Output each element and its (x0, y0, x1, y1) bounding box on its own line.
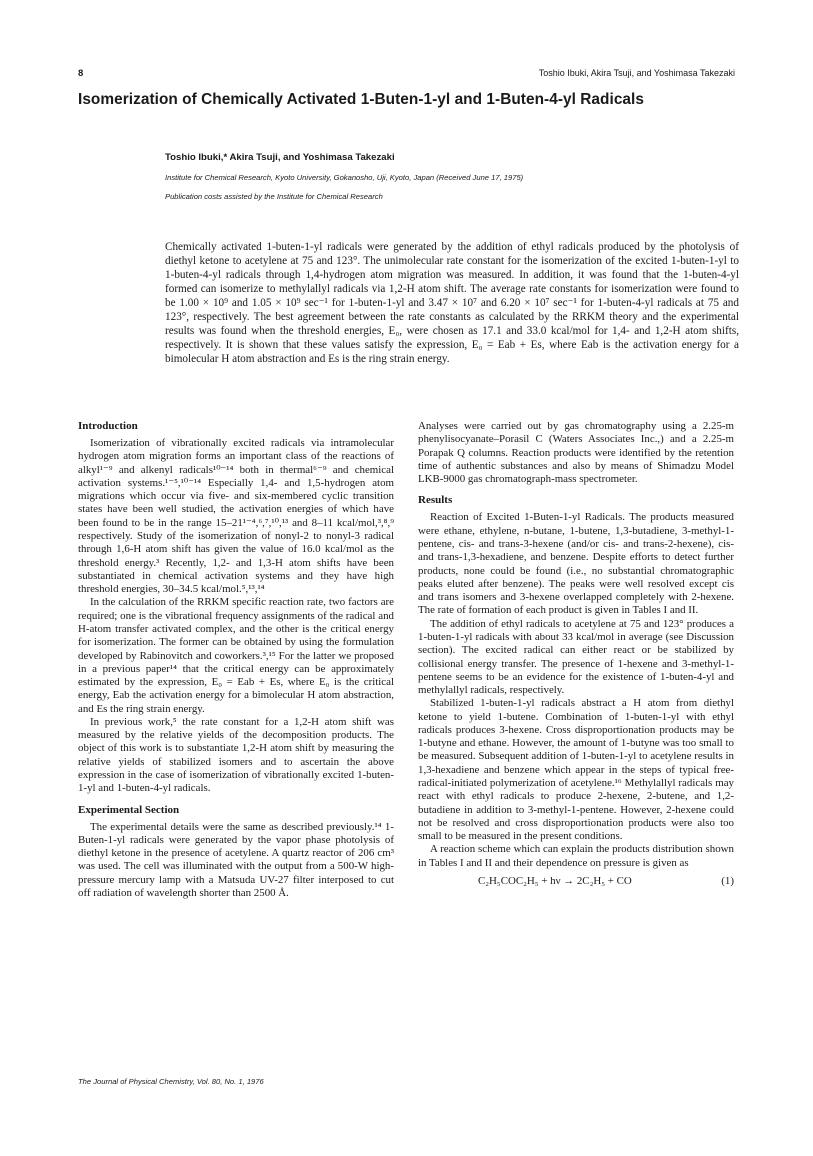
page-number: 8 (78, 68, 84, 79)
results-paragraph: The addition of ethyl radicals to acetylene at 75 and 123° produces a 1-buten-1-yl radicals with about 33 kcal/mol in average (see Discussion section). The excited radical can either react or be stabilized by collisional energy transfer. The presence of 1-hexene and 3-methyl-1-pentene seems to be an evidence for the existence of 1-buten-4-yl and methylallyl radicals, respectively. (418, 617, 734, 697)
right-column (418, 420, 734, 888)
journal-footer: The Journal of Physical Chemistry, Vol. 80, No. 1, 1976 (78, 1077, 264, 1086)
results-paragraph: Stabilized 1-buten-1-yl radicals abstract a H atom from diethyl ketone to yield 1-butene. Combination of 1-buten-1-yl with ethyl radicals produces 3-hexene. Cross disproportionation products may be 1-butyne and ethane. However, the amount of 1-butyne was too small to be measured. Subsequent addition of 1-buten-1-yl to acetylene results in 1,3-hexadiene and benzene which appear in the steps of typical free-radical-initiated polymerization of acetylene.¹⁶ Methylallyl radicals may react with ethyl radicals to produce 2-hexene, 2-butene, and 1,2-butadiene in addition to 3-methyl-1-pentene. However, 2-hexene could not be resolved and cross disproportionation products were also too small to be measured in the present conditions. (418, 697, 734, 843)
analysis-paragraph: Analyses were carried out by gas chromatography using a 2.25-m phenylisocyanate–Porasil C (Waters Associates Inc.,) and a 2.25-m Porapak Q columns. Reaction products were identified by the retention time of authentic substances and also by means of Shimadzu Model LKB-9000 gas chromatograph-mass spectrometer. (418, 420, 734, 486)
experimental-heading: Experimental Section (78, 803, 180, 816)
results-paragraph: Reaction of Excited 1-Buten-1-yl Radicals. The products measured were ethane, ethylene, n-butane, 1-butene, 1,3-butadiene, 3-methyl-1-pentene, cis- and trans-3-hexene (and/or cis- and trans-2-hexene), cis- and trans-1,3-hexadiene, and benzene. Despite efforts to detect further products, none could be found (i.e., no substantial chromatographic peaks eluted after benzene). The peaks were well resolved except cis and trans isomers and 3-hexene overlapped completely with 2-hexene. The rate of formation of each product is given in Tables I and II. (418, 511, 734, 617)
equation-number: (1) (721, 875, 734, 887)
running-head: Toshio Ibuki, Akira Tsuji, and Yoshimasa Takezaki (538, 68, 735, 78)
intro-paragraph: Isomerization of vibrationally excited radicals via intramolecular hydrogen atom migration forms an important class of the reactions of alkyl¹⁻⁹ and alkenyl radicals¹⁰⁻¹⁴ both in thermal⁶⁻⁹ and chemical activation systems.¹⁻⁵,¹⁰⁻¹⁴ Especially 1,4- and 1,5-hydrogen atom migrations which occur via five- and six-membered cyclic transition states have been well studied, the activation energies of which have been found to be in the range 15–21¹⁻⁴,⁶,⁷,¹⁰,¹³ and 8–11 kcal/mol,³,⁸,⁹ respectively. Study of the isomerization of nonyl-2 to nonyl-3 radical through 1,6-H atom shift has given the value of 16.0 kcal/mol as the threshold energy.³ Recently, 1,2- and 1,3-H atom shifts have been substantiated in chemical activation systems and they have high threshold energies, 30–34.5 kcal/mol.⁵,¹³,¹⁴ (78, 437, 394, 596)
intro-paragraph: In the calculation of the RRKM specific reaction rate, two factors are required; one is the vibrational frequency assignments of the radical and H-atom transfer activated complex, and the other is the critical energy for isomerization. The former can be obtained by using the formulation developed by Rabinovitch and coworkers.³,¹⁵ For the latter we proposed in a previous paper¹⁴ that the critical energy can be approximately estimated by the expression, E₀ = Eab + Es, where E₀ is the critical energy, Eab the activation energy for a bimolecular H atom abstraction, and Es the ring strain energy. (78, 596, 394, 715)
equation-text: C₂H₅COC₂H₅ + hν → 2C₂H₅ + CO (478, 875, 632, 887)
introduction-heading: Introduction (78, 420, 138, 432)
publication-costs-note: Publication costs assisted by the Institute for Chemical Research (165, 192, 383, 201)
abstract: Chemically activated 1-buten-1-yl radicals were generated by the addition of ethyl radicals produced by the photolysis of diethyl ketone to acetylene at 75 and 123°. The unimolecular rate constant for the isomerization of the excited 1-buten-1-yl to 1-buten-4-yl radicals through 1,4-hydrogen atom migration was measured. In addition, it was found that the 1-buten-4-yl formed can isomerize to methylallyl radicals via 1,2-H atom shift. The average rate constants for isomerization were found to be 1.00 × 10⁹ and 1.05 × 10⁹ sec⁻¹ for 1-buten-1-yl and 3.47 × 10⁷ and 6.20 × 10⁷ sec⁻¹ for 1-buten-4-yl radicals at 75 and 123°, respectively. The best agreement between the rate constants as calculated by the RRKM theory and the experimental results was found when the threshold energies, E₀, were chosen as 17.1 and 33.0 kcal/mol for 1,4- and 1,2-H atom shifts, respectively. It is shown that these values satisfy the expression, E₀ = Eab + Es, where Eab is the activation energy for a bimolecular H atom abstraction and Es is the ring strain energy. (165, 241, 739, 366)
results-heading: Results (418, 494, 453, 507)
reaction-equation (418, 875, 734, 888)
experimental-paragraph: The experimental details were the same as described previously.¹⁴ 1-Buten-1-yl radicals were generated by the vapor phase photolysis of diethyl ketone in the presence of acetylene. A quartz reactor of 206 cm³ was used. The cell was illuminated with the output from a 500-W high-pressure mercury lamp with a Matsuda UV-27 filter interposed to cut off radiation of wavelength shorter than 2500 Å. (78, 820, 394, 899)
author-list: Toshio Ibuki,* Akira Tsuji, and Yoshimasa Takezaki (165, 152, 395, 163)
intro-paragraph: In previous work,⁵ the rate constant for a 1,2-H atom shift was measured by the relative yields of the decomposition products. The object of this work is to substantiate 1,2-H atom shift by measuring the relative yields of stabilized isomers and to ascertain the above expression in the case of isomerization of vibrationally excited 1-buten-1-yl and 1-buten-4-yl radicals. (78, 715, 394, 795)
results-paragraph: A reaction scheme which can explain the products distribution shown in Tables I and II and their dependence on pressure is given as (418, 843, 734, 869)
affiliation: Institute for Chemical Research, Kyoto University, Gokanosho, Uji, Kyoto, Japan (Received June 17, 1975) (165, 173, 524, 182)
article-title: Isomerization of Chemically Activated 1-Buten-1-yl and 1-Buten-4-yl Radicals (78, 91, 644, 108)
left-column (78, 420, 394, 900)
